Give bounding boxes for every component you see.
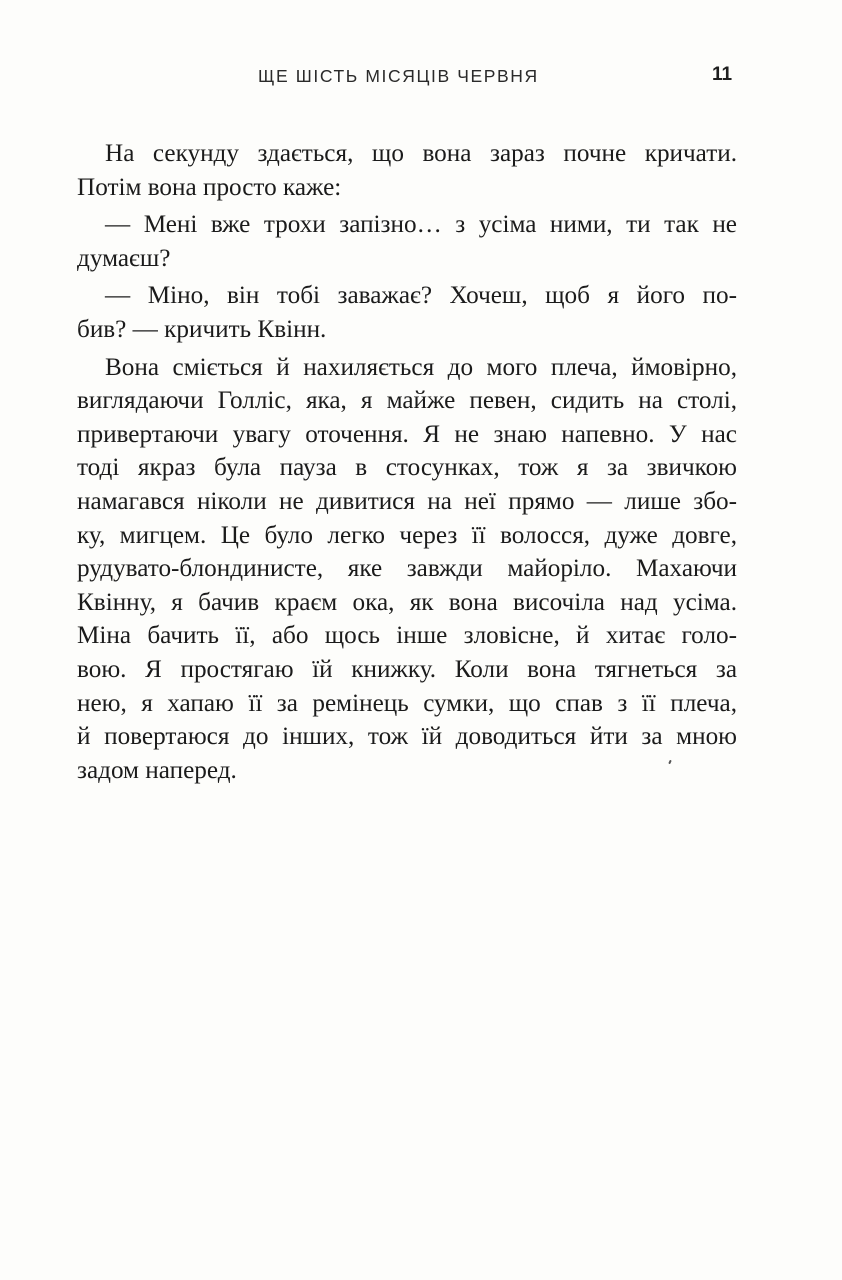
paragraph-4 [77,351,737,788]
paragraph-2 [77,208,737,275]
text-line: вою. Я простягаю їй книжку. Коли вона тягнеться за [77,655,737,683]
text-line: намагався ніколи не дивитися на неї прямо — лише збо- [77,487,737,515]
text-line: тоді якраз була пауза в стосунках, тож я за звичкою [77,454,737,482]
text-line: виглядаючи Голліс, яка, я майже певен, сидить на столі, [77,387,737,415]
text-line: й повертаюся до інших, тож їй доводиться йти за мною [77,723,737,751]
text-line: рудувато-блондинисте, яке завжди майоріло. Махаючи [77,555,737,583]
text-line: Вона сміється й нахиляється до мого плеча, ймовірно, [105,353,737,381]
text-line: Квінну, я бачив краєм ока, як вона височіла над усіма. [77,588,737,616]
body-text [77,137,737,787]
running-header [0,62,842,92]
text-line: ку, мигцем. Це було легко через її волосся, дуже довге, [77,521,737,549]
text-line: привертаючи увагу оточення. Я не знаю напевно. У нас [77,420,737,448]
text-line: бив? — кричить Квінн. [77,315,327,343]
page-number: 11 [712,64,733,85]
text-line: — Мені вже трохи запізно… з усіма ними, ти так не [105,211,737,239]
text-line: — Міно, він тобі заважає? Хочеш, щоб я його по- [105,282,737,310]
paragraph-3 [77,279,737,346]
text-line: нею, я хапаю її за ремінець сумки, що спав з її плеча, [77,689,737,717]
running-title: ЩЕ ШІСТЬ МІСЯЦІВ ЧЕРВНЯ [258,66,539,86]
text-line: Міна бачить її, або щось інше зловісне, й хитає голо- [77,622,737,650]
text-line: На секунду здається, що вона зараз почне кричати. [105,140,737,167]
text-line: задом наперед. [77,756,237,784]
text-line: думаєш? [77,244,171,272]
paragraph-1 [77,137,737,204]
text-line: Потім вона просто каже: [77,173,342,201]
